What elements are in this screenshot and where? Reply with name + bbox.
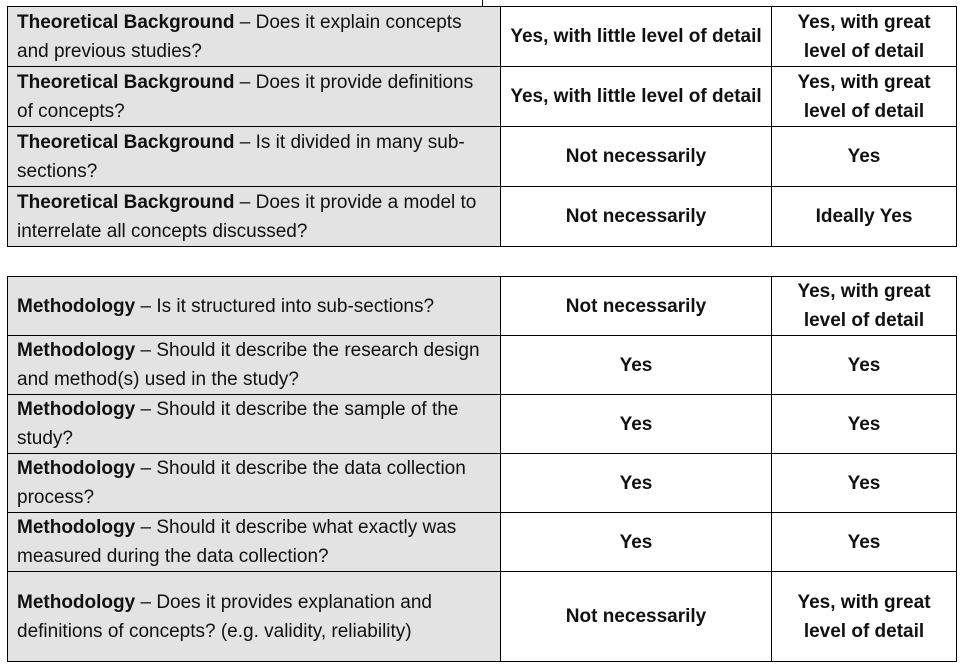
question-text: – Is it divided in many sub-sections? [17,131,465,182]
answer-cell-2: Yes [772,336,957,395]
table-row [8,336,957,395]
answer-cell-1: Not necessarily [501,277,772,336]
section-label: Theoretical Background [17,71,235,93]
question-text: – Should it describe the data collection process? [17,458,466,508]
table-row [8,7,957,67]
question-text: – Should it describe what exactly was measured during the data collection? [17,517,457,567]
question-cell [8,187,501,247]
table-row [8,277,957,336]
question-cell [8,513,501,572]
answer-cell-1: Yes, with little level of detail [501,67,772,127]
table-row [8,395,957,454]
question-text: – Does it provide a model to interrelate all concepts discussed? [17,191,477,242]
question-text: – Is it structured into sub-sections? [135,295,435,317]
section-label: Methodology [17,458,136,479]
section-label: Methodology [17,340,136,361]
section-label: Methodology [17,295,136,317]
table-row [8,572,957,662]
section-label: Methodology [17,591,136,613]
question-cell [8,7,501,67]
theoretical-background-table [7,6,957,247]
question-cell [8,454,501,513]
methodology-table [7,276,957,662]
answer-cell-1: Yes [501,513,772,572]
answer-cell-2: Yes, with great level of detail [772,67,957,127]
table-row [8,127,957,187]
question-cell [8,395,501,454]
answer-cell-1: Yes [501,454,772,513]
answer-cell-1: Not necessarily [501,572,772,662]
section-label: Theoretical Background [17,11,235,33]
answer-cell-2: Yes [772,395,957,454]
question-cell [8,572,501,662]
answer-cell-1: Not necessarily [501,127,772,187]
question-text: – Does it provide definitions of concepts? [17,71,474,122]
answer-cell-2: Yes [772,127,957,187]
answer-cell-1: Yes [501,395,772,454]
answer-cell-2: Yes [772,513,957,572]
answer-cell-1: Yes [501,336,772,395]
question-cell [8,336,501,395]
section-label: Theoretical Background [17,191,235,213]
table-row [8,67,957,127]
answer-cell-1: Not necessarily [501,187,772,247]
question-text: – Does it provides explanation and definitions of concepts? (e.g. validity, reliability) [17,591,433,642]
section-label: Theoretical Background [17,131,235,153]
question-cell [8,277,501,336]
section-label: Methodology [17,517,136,538]
answer-cell-2: Yes, with great level of detail [772,7,957,67]
answer-cell-1: Yes, with little level of detail [501,7,772,67]
table-row [8,454,957,513]
question-text: – Does it explain concepts and previous studies? [17,11,462,62]
table-row [8,513,957,572]
section-label: Methodology [17,399,136,420]
question-cell [8,127,501,187]
answer-cell-2: Ideally Yes [772,187,957,247]
answer-cell-2: Yes, with great level of detail [772,572,957,662]
question-cell [8,67,501,127]
question-text: – Should it describe the sample of the study? [17,399,459,449]
question-text: – Should it describe the research design and method(s) used in the study? [17,340,480,390]
table-row [8,187,957,247]
answer-cell-2: Yes [772,454,957,513]
answer-cell-2: Yes, with great level of detail [772,277,957,336]
